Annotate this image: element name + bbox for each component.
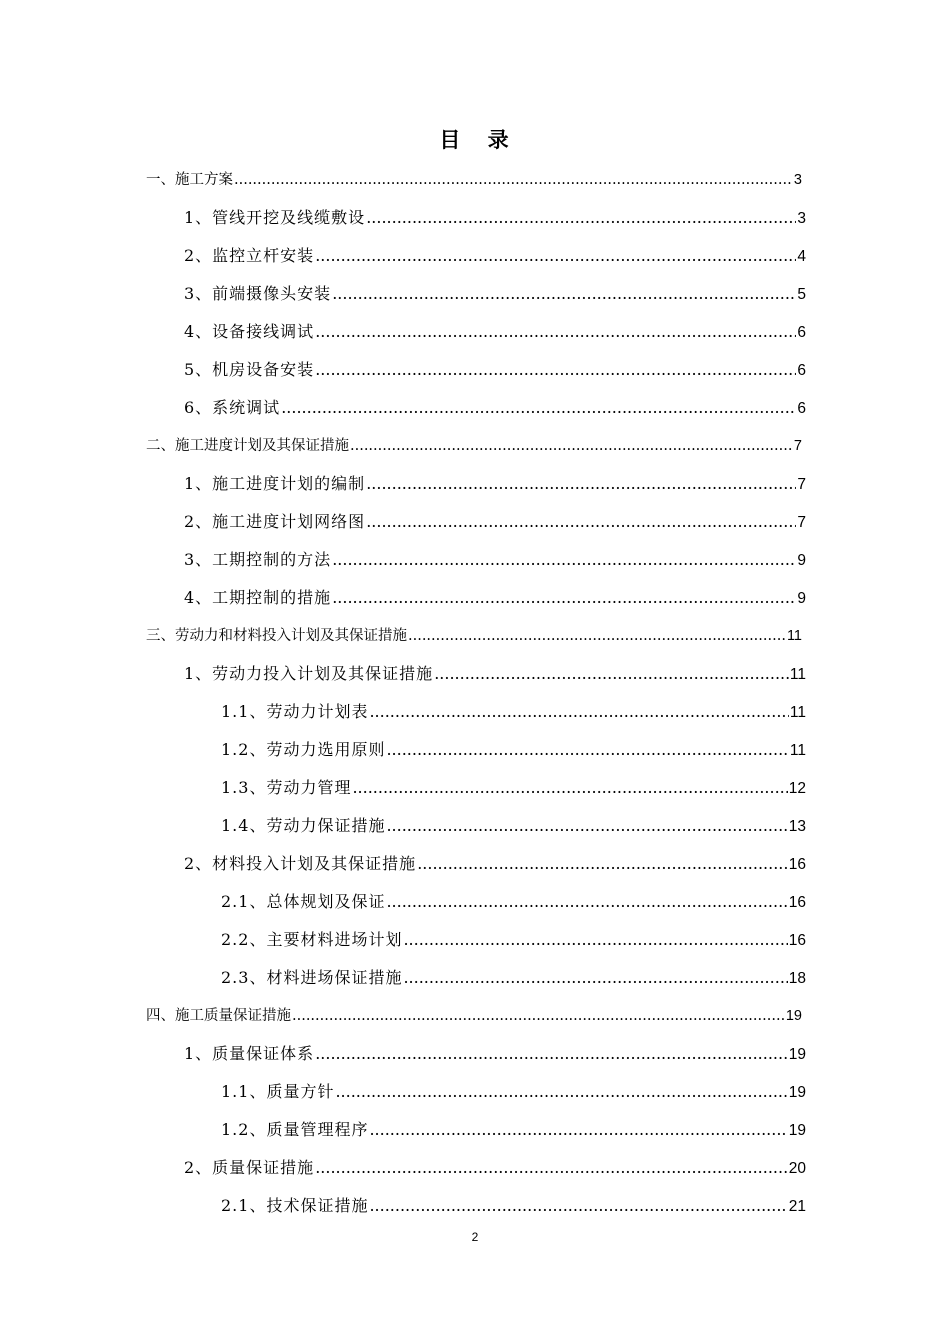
- toc-dot-leader: [369, 1194, 787, 1218]
- toc-dot-leader: [366, 472, 796, 496]
- toc-entry-label: 2、施工进度计划网络图: [184, 512, 366, 531]
- toc-entry-page: 11: [786, 628, 802, 644]
- toc-dot-leader: [292, 1004, 785, 1028]
- toc-dot-leader: [315, 1156, 788, 1180]
- toc-entry[interactable]: [184, 662, 806, 686]
- toc-dot-leader: [366, 510, 796, 534]
- toc-entry-label: 2.1、总体规划及保证: [221, 892, 386, 911]
- toc-dot-leader: [350, 434, 793, 458]
- toc-entry-label: 2、监控立杆安装: [184, 246, 315, 265]
- toc-entry-label: 2、材料投入计划及其保证措施: [184, 854, 417, 873]
- toc-entry-label: 4、工期控制的措施: [184, 588, 332, 607]
- toc-entry-label: 1、施工进度计划的编制: [184, 474, 366, 493]
- toc-entry-label: 6、系统调试: [184, 398, 281, 417]
- toc-entry[interactable]: [221, 776, 806, 800]
- toc-entry-page: 7: [793, 438, 802, 454]
- toc-dot-leader: [335, 1080, 787, 1104]
- toc-entry-label: 1、劳动力投入计划及其保证措施: [184, 664, 434, 683]
- toc-entry-page: 13: [788, 818, 806, 835]
- toc-entry-label: 3、前端摄像头安装: [184, 284, 332, 303]
- toc-entry[interactable]: [184, 206, 806, 230]
- toc-entry-page: 7: [797, 514, 806, 531]
- toc-entry-label: 一、施工方案: [146, 172, 233, 188]
- toc-entry[interactable]: [221, 1118, 806, 1142]
- toc-entry-label: 5、机房设备安装: [184, 360, 315, 379]
- toc-entry[interactable]: [184, 358, 806, 382]
- toc-entry[interactable]: [146, 168, 802, 192]
- toc-entry-label: 2.3、材料进场保证措施: [221, 968, 403, 987]
- toc-dot-leader: [408, 624, 786, 648]
- toc-entry[interactable]: [221, 814, 806, 838]
- toc-entry-page: 20: [788, 1160, 806, 1177]
- toc-entry-label: 1.3、劳动力管理: [221, 778, 352, 797]
- toc-dot-leader: [417, 852, 788, 876]
- toc-entry-label: 3、工期控制的方法: [184, 550, 332, 569]
- toc-entry[interactable]: [221, 966, 806, 990]
- toc-dot-leader: [315, 358, 796, 382]
- toc-entry-page: 11: [789, 742, 806, 759]
- toc-dot-leader: [332, 586, 796, 610]
- toc-entry[interactable]: [221, 890, 806, 914]
- toc-entry[interactable]: [184, 320, 806, 344]
- toc-entry[interactable]: [184, 244, 806, 268]
- toc-entry-label: 2.1、技术保证措施: [221, 1196, 369, 1215]
- toc-entry[interactable]: [184, 472, 806, 496]
- toc-entry[interactable]: [184, 548, 806, 572]
- toc-dot-leader: [403, 928, 787, 952]
- toc-entry-page: 11: [789, 666, 806, 683]
- toc-dot-leader: [315, 1042, 788, 1066]
- toc-dot-leader: [403, 966, 787, 990]
- toc-entry-page: 19: [788, 1084, 806, 1101]
- toc-dot-leader: [315, 320, 796, 344]
- toc-entry-page: 6: [797, 362, 806, 379]
- toc-entry-page: 19: [788, 1046, 806, 1063]
- toc-entry[interactable]: [184, 396, 806, 420]
- toc-entry[interactable]: [184, 282, 806, 306]
- toc-dot-leader: [369, 700, 788, 724]
- toc-entry-label: 四、施工质量保证措施: [146, 1008, 291, 1024]
- toc-entry[interactable]: [221, 1080, 806, 1104]
- toc-entry-label: 2.2、主要材料进场计划: [221, 930, 403, 949]
- toc-dot-leader: [352, 776, 787, 800]
- toc-entry[interactable]: [221, 738, 806, 762]
- toc-entry-page: 3: [797, 210, 806, 227]
- toc-entry-page: 18: [788, 970, 806, 987]
- toc-entry[interactable]: [184, 852, 806, 876]
- toc-entry-label: 1.4、劳动力保证措施: [221, 816, 386, 835]
- toc-entry[interactable]: [184, 1042, 806, 1066]
- toc-dot-leader: [281, 396, 796, 420]
- toc-entry-page: 6: [797, 324, 806, 341]
- toc-entry-label: 4、设备接线调试: [184, 322, 315, 341]
- toc-entry[interactable]: [221, 1194, 806, 1218]
- toc-dot-leader: [386, 738, 788, 762]
- toc-entry-label: 1、质量保证体系: [184, 1044, 315, 1063]
- toc-entry-label: 1.1、质量方针: [221, 1082, 335, 1101]
- toc-entry-page: 12: [788, 780, 806, 797]
- toc-entry[interactable]: [146, 1004, 802, 1028]
- toc-entry[interactable]: [184, 586, 806, 610]
- toc-entry-page: 7: [797, 476, 806, 493]
- toc-dot-leader: [386, 890, 787, 914]
- toc-dot-leader: [386, 814, 787, 838]
- toc-entry-page: 5: [797, 286, 806, 303]
- toc-title: 目 录: [439, 127, 511, 152]
- toc-entry-label: 1.1、劳动力计划表: [221, 702, 369, 721]
- toc-entry-page: 9: [797, 590, 806, 607]
- toc-dot-leader: [332, 282, 796, 306]
- toc-entry-label: 1.2、劳动力选用原则: [221, 740, 386, 759]
- toc-entry-page: 16: [788, 894, 806, 911]
- toc-entry-page: 4: [797, 248, 806, 265]
- toc-entry-label: 1.2、质量管理程序: [221, 1120, 369, 1139]
- toc-entry-label: 二、施工进度计划及其保证措施: [146, 438, 349, 454]
- toc-entry-page: 16: [788, 932, 806, 949]
- toc-dot-leader: [332, 548, 796, 572]
- toc-dot-leader: [234, 168, 793, 192]
- toc-entry[interactable]: [221, 928, 806, 952]
- toc-entry-page: 19: [788, 1122, 806, 1139]
- toc-dot-leader: [434, 662, 789, 686]
- toc-entry-page: 16: [788, 856, 806, 873]
- toc-entry-page: 3: [793, 172, 802, 188]
- toc-entry[interactable]: [184, 510, 806, 534]
- toc-entry[interactable]: [146, 624, 802, 648]
- toc-entry-page: 11: [789, 704, 806, 721]
- toc-entry-page: 6: [797, 400, 806, 417]
- toc-entry[interactable]: [146, 434, 802, 458]
- toc-entry-label: 三、劳动力和材料投入计划及其保证措施: [146, 628, 407, 644]
- toc-dot-leader: [315, 244, 796, 268]
- toc-entry[interactable]: [184, 1156, 806, 1180]
- toc-dot-leader: [366, 206, 796, 230]
- toc-entry-page: 9: [797, 552, 806, 569]
- toc-entry[interactable]: [221, 700, 806, 724]
- toc-dot-leader: [369, 1118, 787, 1142]
- toc-entry-page: 19: [785, 1008, 802, 1024]
- toc-entry-label: 1、管线开挖及线缆敷设: [184, 208, 366, 227]
- page-number: 2: [471, 1230, 479, 1244]
- toc-entry-label: 2、质量保证措施: [184, 1158, 315, 1177]
- toc-entry-page: 21: [788, 1198, 806, 1215]
